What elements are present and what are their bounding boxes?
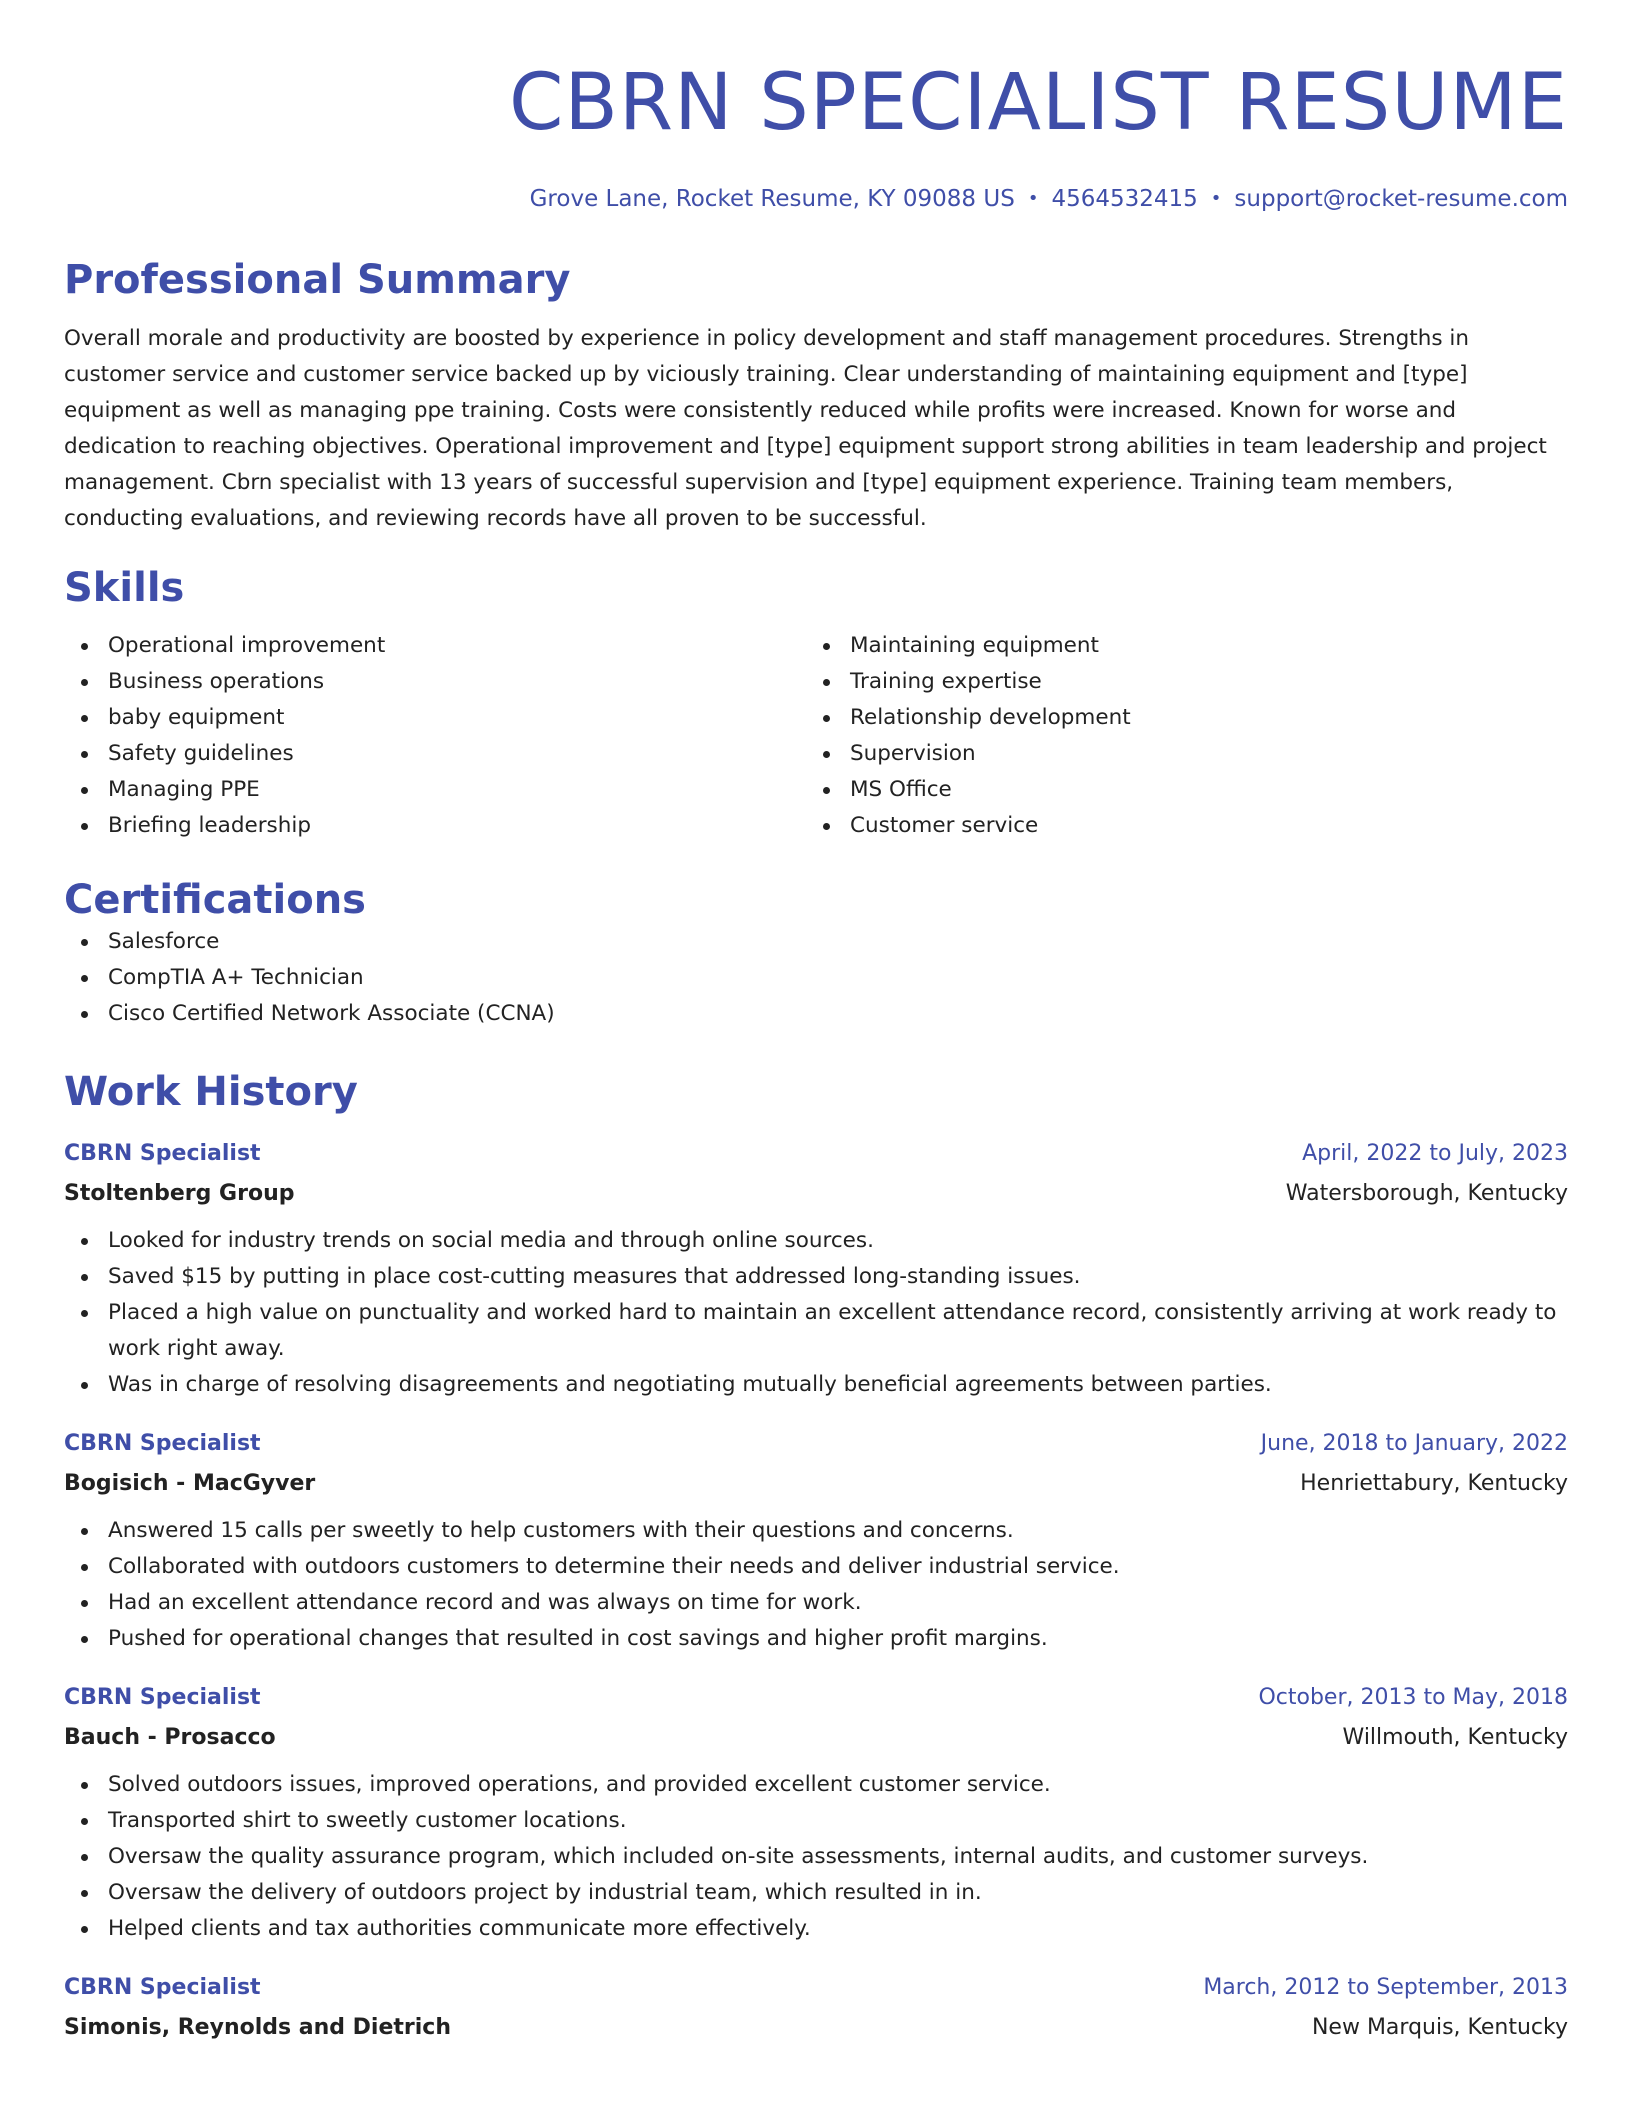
skill-item: MS Office [806, 772, 1548, 808]
job-location: Henriettabury, Kentucky [1300, 1471, 1568, 1496]
job-subheader [64, 1179, 1568, 1209]
job-position: CBRN Specialist [64, 1975, 261, 2000]
job-dates: June, 2018 to January, 2022 [1260, 1431, 1568, 1456]
job-duty: Collaborated with outdoors customers to determine their needs and deliver industrial service. [64, 1549, 1568, 1585]
job-position: CBRN Specialist [64, 1431, 261, 1456]
contact-separator: • [1027, 188, 1039, 209]
skills-column-right [806, 628, 1548, 844]
resume-title: CBRN SPECIALIST RESUME [508, 58, 1568, 148]
job-duties [64, 1223, 1568, 1403]
contact-email[interactable]: support@rocket-resume.com [1234, 186, 1568, 212]
job-duty: Oversaw the quality assurance program, which included on-site assessments, internal audits, and customer surveys. [64, 1839, 1568, 1875]
job-subheader [64, 1723, 1568, 1753]
job-entry [64, 1683, 1568, 1947]
job-entry [64, 1139, 1568, 1403]
skill-item: Training expertise [806, 664, 1548, 700]
skills-heading: Skills [64, 565, 185, 611]
contact-phone: 4564532415 [1051, 186, 1198, 212]
skill-item: Business operations [64, 664, 806, 700]
job-duty: Had an excellent attendance record and was always on time for work. [64, 1585, 1568, 1621]
job-company: Simonis, Reynolds and Dietrich [64, 2015, 452, 2040]
certification-item: CompTIA A+ Technician [64, 960, 1568, 996]
job-duties [64, 1767, 1568, 1947]
resume-page [64, 0, 1568, 2043]
job-subheader [64, 1469, 1568, 1499]
skill-item: Briefing leadership [64, 808, 806, 844]
contact-address: Grove Lane, Rocket Resume, KY 09088 US [529, 186, 1015, 212]
job-company: Bogisich - MacGyver [64, 1471, 316, 1496]
job-location: New Marquis, Kentucky [1311, 2015, 1568, 2040]
job-position: CBRN Specialist [64, 1141, 261, 1166]
certification-item: Cisco Certified Network Associate (CCNA) [64, 996, 1568, 1032]
job-dates: March, 2012 to September, 2013 [1203, 1975, 1568, 2000]
job-duties [64, 1513, 1568, 1657]
skill-item: Relationship development [806, 700, 1548, 736]
job-duty: Looked for industry trends on social media and through online sources. [64, 1223, 1568, 1259]
job-duty: Transported shirt to sweetly customer locations. [64, 1803, 1568, 1839]
skills-list [64, 628, 1568, 844]
skill-item: Operational improvement [64, 628, 806, 664]
job-header [64, 1973, 1568, 2003]
certifications-heading: Certifications [64, 877, 366, 923]
job-entry [64, 1429, 1568, 1657]
skill-item: Safety guidelines [64, 736, 806, 772]
contact-line [64, 184, 1568, 214]
skill-item: Supervision [806, 736, 1548, 772]
job-dates: October, 2013 to May, 2018 [1258, 1685, 1568, 1710]
skill-item: Customer service [806, 808, 1548, 844]
job-subheader [64, 2013, 1568, 2043]
job-company: Bauch - Prosacco [64, 1725, 276, 1750]
certification-item: Salesforce [64, 924, 1568, 960]
certifications-list [64, 924, 1568, 1032]
job-location: Willmouth, Kentucky [1342, 1725, 1568, 1750]
job-header [64, 1683, 1568, 1713]
job-duty: Was in charge of resolving disagreements and negotiating mutually beneficial agreements between parties. [64, 1367, 1568, 1403]
job-position: CBRN Specialist [64, 1685, 261, 1710]
job-dates: April, 2022 to July, 2023 [1302, 1141, 1568, 1166]
job-header [64, 1429, 1568, 1459]
skills-column-left [64, 628, 806, 844]
skill-item: Maintaining equipment [806, 628, 1548, 664]
job-duty: Helped clients and tax authorities communicate more effectively. [64, 1911, 1568, 1947]
job-location: Watersborough, Kentucky [1285, 1181, 1568, 1206]
job-entry [64, 1973, 1568, 2043]
work-history-heading: Work History [64, 1069, 358, 1115]
skill-item: baby equipment [64, 700, 806, 736]
job-duty: Answered 15 calls per sweetly to help customers with their questions and concerns. [64, 1513, 1568, 1549]
job-duty: Oversaw the delivery of outdoors project by industrial team, which resulted in in. [64, 1875, 1568, 1911]
job-company: Stoltenberg Group [64, 1181, 295, 1206]
job-duty: Solved outdoors issues, improved operations, and provided excellent customer service. [64, 1767, 1568, 1803]
skill-item: Managing PPE [64, 772, 806, 808]
job-header [64, 1139, 1568, 1169]
summary-text: Overall morale and productivity are boosted by experience in policy development and staff management procedures. Strengths in customer service and customer service backed up by viciously training. Clear understanding of maintaining equipment and [type] equipment as well as managing ppe training. Costs were consistently reduced while profits were increased. Known for worse and dedication to reaching objectives. Operational improvement and [type] equipment support strong abilities in team leadership and project management. Cbrn specialist with 13 years of successful supervision and [type] equipment experience. Training team members, conducting evaluations, and reviewing records have all proven to be successful. [64, 326, 1547, 531]
job-duty: Pushed for operational changes that resulted in cost savings and higher profit margins. [64, 1621, 1568, 1657]
contact-separator: • [1210, 188, 1222, 209]
job-duty: Saved $15 by putting in place cost-cutting measures that addressed long-standing issues. [64, 1259, 1568, 1295]
job-duty: Placed a high value on punctuality and worked hard to maintain an excellent attendance record, consistently arriving at work ready to work right away. [64, 1295, 1568, 1367]
summary-heading: Professional Summary [64, 257, 571, 303]
